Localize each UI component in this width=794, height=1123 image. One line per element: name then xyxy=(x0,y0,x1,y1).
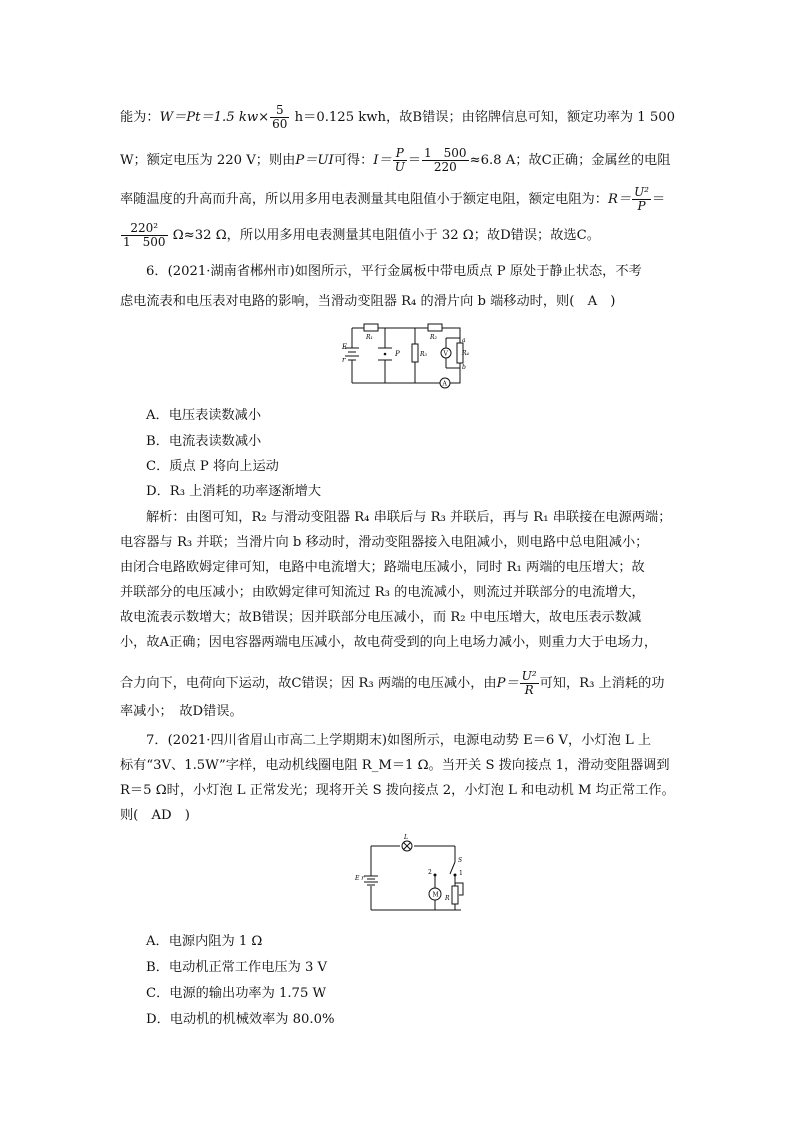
analysis-line-4 xyxy=(120,222,600,249)
label-b: b xyxy=(462,364,466,371)
denominator: 1 500 xyxy=(123,235,166,249)
label-r: r xyxy=(342,356,346,364)
q7-stem-line-2: 标有“3V、1.5W”字样，电动机线圈电阻 R_M＝1 Ω。当开关 S 拨向接点 1，滑动变阻器调到 xyxy=(120,758,670,773)
label-contact-1: 1 xyxy=(459,870,463,877)
label-L: L xyxy=(404,834,408,841)
q7-stem-line-3: R＝5 Ω时，小灯泡 L 正常发光；现将开关 S 拨向接点 2，小灯泡 L 和电动机 M 均正常工作。 xyxy=(120,783,675,798)
q6-option-a: A．电压表读数减小 xyxy=(146,408,262,423)
fraction xyxy=(520,670,539,697)
formula: R＝ xyxy=(607,192,632,207)
q6-option-c: C．质点 P 将向上运动 xyxy=(146,459,279,474)
q6-analysis-line-5: 故电流表示数增大；故B错误；因并联部分电压减小，而 R₂ 中电压增大，故电压表示数减 xyxy=(120,610,642,625)
motor-icon: M xyxy=(432,891,439,899)
label-E-r: E r xyxy=(355,875,365,882)
fraction xyxy=(632,186,651,213)
q6-analysis-line-3: 由闭合电路欧姆定律可知，电路中电流增大；路端电压减小，同时 R₁ 两端的电压增大；故 xyxy=(120,560,645,575)
label-R1: R₁ xyxy=(366,334,373,341)
fraction xyxy=(121,222,168,249)
text: ＝ xyxy=(407,153,421,168)
fraction xyxy=(422,147,469,174)
q6-analysis-line-6: 小，故A正确；因电容器两端电压减小，故电荷受到的向上电场力减小，则重力大于电场力， xyxy=(120,635,658,650)
text: 可知，R₃ 上消耗的功 xyxy=(539,676,665,691)
denominator: U xyxy=(394,160,405,174)
voltmeter-icon: V xyxy=(443,350,448,358)
q7-circuit-diagram xyxy=(355,834,475,918)
formula: W＝Pt＝1.5 kw× xyxy=(159,110,270,125)
q6-stem-line-1: 6．(2021·湖南省郴州市)如图所示，平行金属板中带电质点 P 原处于静止状态，不考 xyxy=(146,264,642,279)
numerator: U² xyxy=(634,185,649,199)
label-R2: R₂ xyxy=(430,334,437,341)
text: ＝ xyxy=(652,192,666,207)
q6-stem-line-2: 虑电流表和电压表对电路的影响，当滑动变阻器 R₄ 的滑片向 b 端移动时，则( A ) xyxy=(120,294,616,309)
label-R3: R₃ xyxy=(420,351,427,358)
denominator: P xyxy=(637,199,646,213)
numerator: U² xyxy=(521,669,537,683)
q7-stem-line-1: 7．(2021·四川省眉山市高二上学期期末)如图所示，电源电动势 E＝6 V，小灯泡 L 上 xyxy=(146,733,652,748)
q7-option-d: D．电动机的机械效率为 80.0% xyxy=(146,1012,335,1027)
denominator: 220 xyxy=(433,160,457,174)
text: 率随温度的升高而升高，所以用多用电表测量其电阻值小于额定电阻，额定电阻为： xyxy=(120,192,608,207)
q7-option-a: A．电源内阻为 1 Ω xyxy=(146,934,263,949)
q7-option-b: B．电动机正常工作电压为 3 V xyxy=(146,960,328,975)
text: ≈6.8 A；故C正确；金属丝的电阻 xyxy=(469,153,671,168)
formula: P＝UI xyxy=(295,153,334,168)
q6-analysis-line-4: 并联部分的电压减小；由欧姆定律可知流过 R₃ 的电流减小，则流过并联部分的电流增大， xyxy=(120,585,645,600)
text: W；额定电压为 220 V；则由 xyxy=(120,153,296,168)
fraction xyxy=(270,104,289,131)
label-P: P xyxy=(395,350,400,358)
q6-analysis-line-7 xyxy=(120,670,665,697)
q6-option-b: B．电流表读数减小 xyxy=(146,434,262,449)
q6-analysis-line-1: 解析：由图可知，R₂ 与滑动变阻器 R₄ 串联后与 R₃ 并联后，再与 R₁ 串联接在电源两端； xyxy=(146,510,672,525)
q7-option-c: C．电源的输出功率为 1.75 W xyxy=(146,986,327,1001)
label-contact-2: 2 xyxy=(428,869,432,876)
text: 合力向下，电荷向下运动，故C错误；因 R₃ 两端的电压减小，由 xyxy=(120,676,497,691)
fraction xyxy=(393,147,407,174)
formula: P＝ xyxy=(496,676,519,691)
analysis-line-3 xyxy=(120,186,665,213)
label-R: R xyxy=(445,895,450,902)
denominator: 60 xyxy=(272,117,288,131)
numerator: 220² xyxy=(121,222,168,236)
text: 可得： xyxy=(333,153,374,168)
q6-analysis-line-8: 率减小； 故D错误。 xyxy=(120,704,243,719)
denominator: R xyxy=(524,683,534,697)
formula: I＝ xyxy=(373,153,392,168)
ammeter-icon: A xyxy=(442,380,447,388)
label-S: S xyxy=(458,857,463,864)
analysis-line-1 xyxy=(120,104,675,131)
analysis-line-2 xyxy=(120,147,670,174)
q6-analysis-line-2: 电容器与 R₃ 并联；当滑片向 b 移动时，滑动变阻器接入电阻减小，则电路中总电阻减小； xyxy=(120,535,649,550)
numerator: 1 500 xyxy=(424,146,467,160)
text: 能为： xyxy=(120,110,160,125)
label-R4: R₄ xyxy=(462,350,469,357)
q7-stem-line-4: 则( AD ) xyxy=(120,808,190,823)
q6-circuit-diagram xyxy=(340,318,470,398)
numerator: P xyxy=(393,147,407,161)
text: Ω≈32 Ω，所以用多用电表测量其电阻值小于 32 Ω；故D错误；故选C。 xyxy=(168,228,600,243)
label-E: E xyxy=(342,343,348,351)
text: h＝0.125 kwh，故B错误；由铭牌信息可知，额定功率为 1 500 xyxy=(290,110,676,125)
label-a: a xyxy=(462,337,466,344)
q6-option-d: D．R₃ 上消耗的功率逐渐增大 xyxy=(146,484,322,499)
numerator: 5 xyxy=(270,104,289,118)
